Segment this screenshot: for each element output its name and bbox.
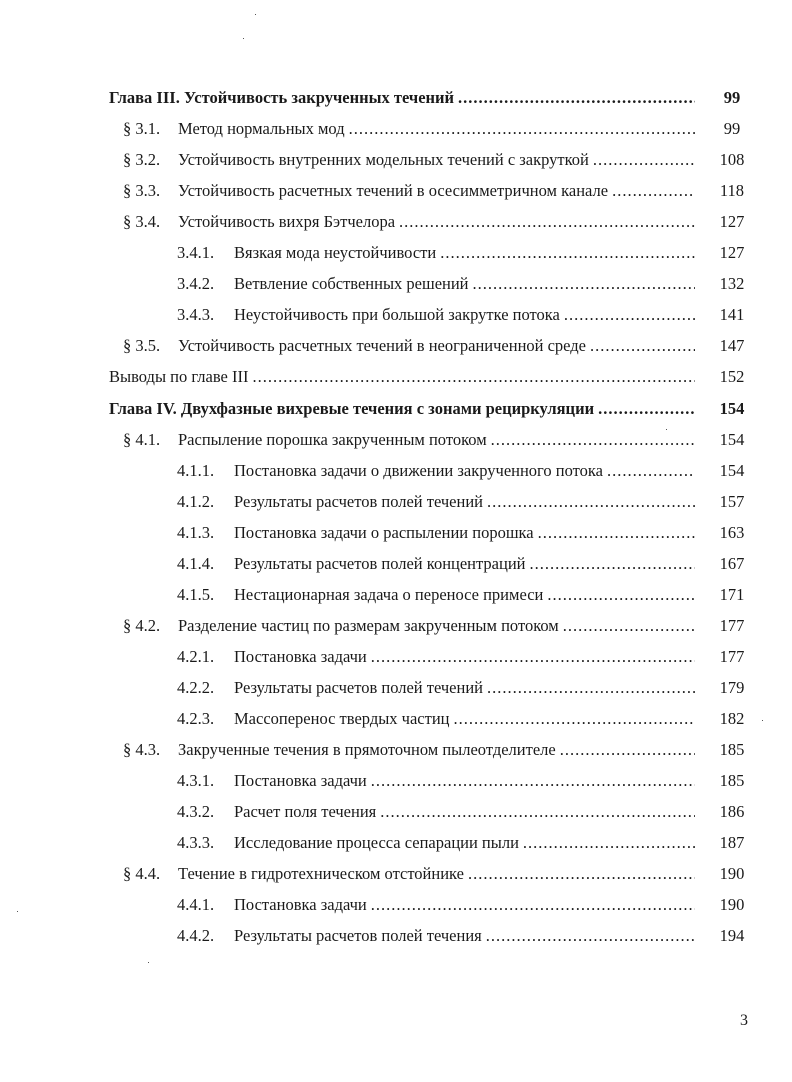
toc-entry-title: Устойчивость внутренних модельных течений с закруткой — [178, 150, 589, 170]
toc-dot-leader — [612, 179, 695, 203]
toc-dot-leader — [563, 614, 695, 638]
toc-entry-page: 171 — [719, 584, 745, 604]
toc-entry — [177, 272, 699, 296]
toc-entry — [177, 552, 699, 576]
toc-entry-number: 4.2.2. — [177, 677, 215, 697]
toc-dot-leader — [458, 86, 695, 110]
scan-speck — [255, 14, 256, 15]
toc-entry-page: 167 — [719, 553, 745, 573]
toc-entry-page: 163 — [719, 522, 745, 542]
toc-dot-leader — [523, 831, 695, 855]
toc-entry — [177, 769, 699, 793]
toc-entry-number: 4.1.4. — [177, 553, 215, 573]
toc-entry — [123, 738, 699, 762]
toc-entry-number: 4.1.3. — [177, 522, 215, 542]
toc-entry-number: § 4.4. — [123, 864, 161, 884]
toc-entry-page: 127 — [719, 212, 745, 232]
toc-entry-page: 177 — [719, 646, 745, 666]
toc-entry — [177, 645, 699, 669]
toc-entry — [123, 428, 699, 452]
toc-entry-number: 4.1.2. — [177, 491, 215, 511]
toc-dot-leader — [371, 893, 695, 917]
toc-entry-page: 190 — [719, 864, 745, 884]
toc-entry-title: Метод нормальных мод — [178, 119, 345, 139]
toc-entry — [123, 117, 699, 141]
toc-entry-page: 186 — [719, 802, 745, 822]
toc-dot-leader — [491, 428, 695, 452]
toc-entry — [123, 614, 699, 638]
toc-entry-number: 4.4.1. — [177, 895, 215, 915]
toc-entry-number: § 4.1. — [123, 429, 161, 449]
toc-entry-page: 185 — [719, 740, 745, 760]
toc-entry-title: Выводы по главе III — [109, 367, 249, 387]
toc-entry-page: 99 — [723, 88, 741, 107]
toc-dot-leader — [468, 862, 695, 886]
toc-entry — [177, 707, 699, 731]
toc-entry-title: Глава IV. Двухфазные вихревые течения с зонами рециркуляции — [109, 398, 595, 418]
toc-dot-leader — [487, 490, 695, 514]
toc-entry — [123, 179, 699, 203]
page-number: 3 — [740, 1012, 748, 1029]
toc-dot-leader — [560, 738, 695, 762]
toc-entry-page: 154 — [719, 460, 745, 480]
toc-dot-leader — [349, 117, 695, 141]
toc-entry-number: 3.4.2. — [177, 274, 215, 294]
toc-entry-title: Постановка задачи о распылении порошка — [234, 522, 534, 542]
toc-entry — [123, 334, 699, 358]
scan-speck — [148, 962, 149, 963]
toc-entry — [109, 365, 699, 389]
toc-entry-number: 4.3.2. — [177, 802, 215, 822]
scan-speck — [762, 720, 763, 721]
toc-entry-title: Нестационарная задача о переносе примеси — [234, 584, 544, 604]
toc-entry — [177, 241, 699, 265]
toc-entry-title: Закрученные течения в прямоточном пылеотделителе — [178, 740, 556, 760]
toc-dot-leader — [252, 365, 695, 389]
toc-entry-page: 187 — [719, 833, 745, 853]
toc-entry-number: § 4.3. — [123, 740, 161, 760]
toc-entry-title: Расчет поля течения — [234, 802, 377, 822]
toc-entry — [123, 862, 699, 886]
toc-dot-leader — [598, 397, 695, 421]
toc-entry-page: 185 — [719, 771, 745, 791]
toc-entry-title: Результаты расчетов полей концентраций — [234, 553, 526, 573]
toc-dot-leader — [547, 583, 695, 607]
toc-entry-title: Результаты расчетов полей течений — [234, 491, 483, 511]
toc-entry-page: 190 — [719, 895, 745, 915]
toc-entry-title: Разделение частиц по размерам закрученным потоком — [178, 615, 559, 635]
toc-entry — [109, 86, 699, 110]
toc-entry — [123, 148, 699, 172]
toc-entry-page: 179 — [719, 677, 745, 697]
toc-entry-number: § 3.1. — [123, 119, 161, 139]
scan-speck — [17, 911, 18, 912]
toc-entry-page: 108 — [719, 150, 745, 170]
toc-dot-leader — [473, 272, 695, 296]
toc-entry — [177, 583, 699, 607]
toc-entry-number: 4.1.1. — [177, 460, 215, 480]
toc-entry-number: 4.3.1. — [177, 771, 215, 791]
toc-dot-leader — [590, 334, 695, 358]
toc-dot-leader — [593, 148, 695, 172]
toc-dot-leader — [399, 210, 695, 234]
toc-entry-number: 3.4.3. — [177, 305, 215, 325]
toc-entry — [177, 924, 699, 948]
toc-entry-number: 4.3.3. — [177, 833, 215, 853]
toc-entry-page: 118 — [719, 181, 745, 201]
toc-entry-page: 154 — [719, 429, 745, 449]
toc-dot-leader — [538, 521, 695, 545]
scan-speck — [666, 429, 667, 430]
toc-entry-title: Постановка задачи — [234, 771, 367, 791]
toc-entry-page: 147 — [719, 336, 745, 356]
toc-entry-title: Устойчивость вихря Бэтчелора — [178, 212, 396, 232]
toc-entry-title: Результаты расчетов полей течений — [234, 677, 483, 697]
toc-entry-number: 4.2.3. — [177, 709, 215, 728]
toc-entry-number: § 4.2. — [123, 615, 161, 635]
toc-entry-title: Постановка задачи — [234, 646, 367, 666]
toc-entry-page: 194 — [719, 926, 745, 946]
toc-entry — [177, 831, 699, 855]
toc-entry-title: Постановка задачи — [234, 895, 367, 915]
toc-entry — [123, 210, 699, 234]
toc-dot-leader — [454, 707, 696, 731]
toc-entry-title: Устойчивость расчетных течений в неограниченной среде — [178, 336, 587, 356]
toc-entry — [177, 676, 699, 700]
toc-dot-leader — [487, 676, 695, 700]
scan-speck — [243, 38, 244, 39]
toc-entry — [177, 521, 699, 545]
toc-entry-page: 132 — [719, 274, 745, 294]
toc-dot-leader — [486, 924, 695, 948]
toc-dot-leader — [529, 552, 695, 576]
toc-entry-title: Течение в гидротехническом отстойнике — [178, 864, 464, 884]
toc-entry-number: 4.4.2. — [177, 926, 215, 946]
toc-entry-title: Неустойчивость при большой закрутке потока — [234, 305, 560, 325]
toc-entry-title: Ветвление собственных решений — [234, 274, 469, 294]
toc-entry-page: 182 — [719, 709, 745, 728]
toc-entry-page: 177 — [719, 615, 745, 635]
toc-entry — [177, 303, 699, 327]
toc-dot-leader — [440, 241, 695, 265]
toc-entry — [177, 459, 699, 483]
toc-dot-leader — [607, 459, 695, 483]
toc-entry-title: Массоперенос твердых частиц — [234, 709, 450, 728]
toc-entry-page: 157 — [719, 491, 745, 511]
toc-entry-number: § 3.4. — [123, 212, 161, 232]
toc-entry — [177, 800, 699, 824]
toc-entry-title: Глава III. Устойчивость закрученных течений — [109, 88, 455, 107]
toc-entry-number: § 3.5. — [123, 336, 161, 356]
toc-entry-title: Исследование процесса сепарации пыли — [234, 833, 519, 853]
toc-entry-number: § 3.2. — [123, 150, 161, 170]
toc-entry-title: Результаты расчетов полей течения — [234, 926, 482, 946]
toc-entry-page: 127 — [719, 243, 745, 263]
toc-entry-number: 4.2.1. — [177, 646, 215, 666]
toc-dot-leader — [371, 645, 695, 669]
toc-entry-page: 154 — [719, 398, 745, 418]
toc-entry-number: 3.4.1. — [177, 243, 215, 263]
toc-dot-leader — [380, 800, 695, 824]
toc-entry-title: Устойчивость расчетных течений в осесимметричном канале — [178, 181, 609, 201]
toc-dot-leader — [564, 303, 695, 327]
toc-entry — [109, 397, 699, 421]
toc-entry-number: § 3.3. — [123, 181, 161, 201]
toc-dot-leader — [371, 769, 695, 793]
toc-entry-page: 152 — [719, 367, 745, 387]
toc-entry-number: 4.1.5. — [177, 584, 215, 604]
toc-entry — [177, 490, 699, 514]
toc-entry-title: Постановка задачи о движении закрученного потока — [234, 460, 603, 480]
toc-entry-page: 141 — [719, 305, 745, 325]
toc-entry-title: Вязкая мода неустойчивости — [234, 243, 437, 263]
toc-entry — [177, 893, 699, 917]
toc-entry-page: 99 — [723, 119, 741, 139]
toc-entry-title: Распыление порошка закрученным потоком — [178, 429, 487, 449]
